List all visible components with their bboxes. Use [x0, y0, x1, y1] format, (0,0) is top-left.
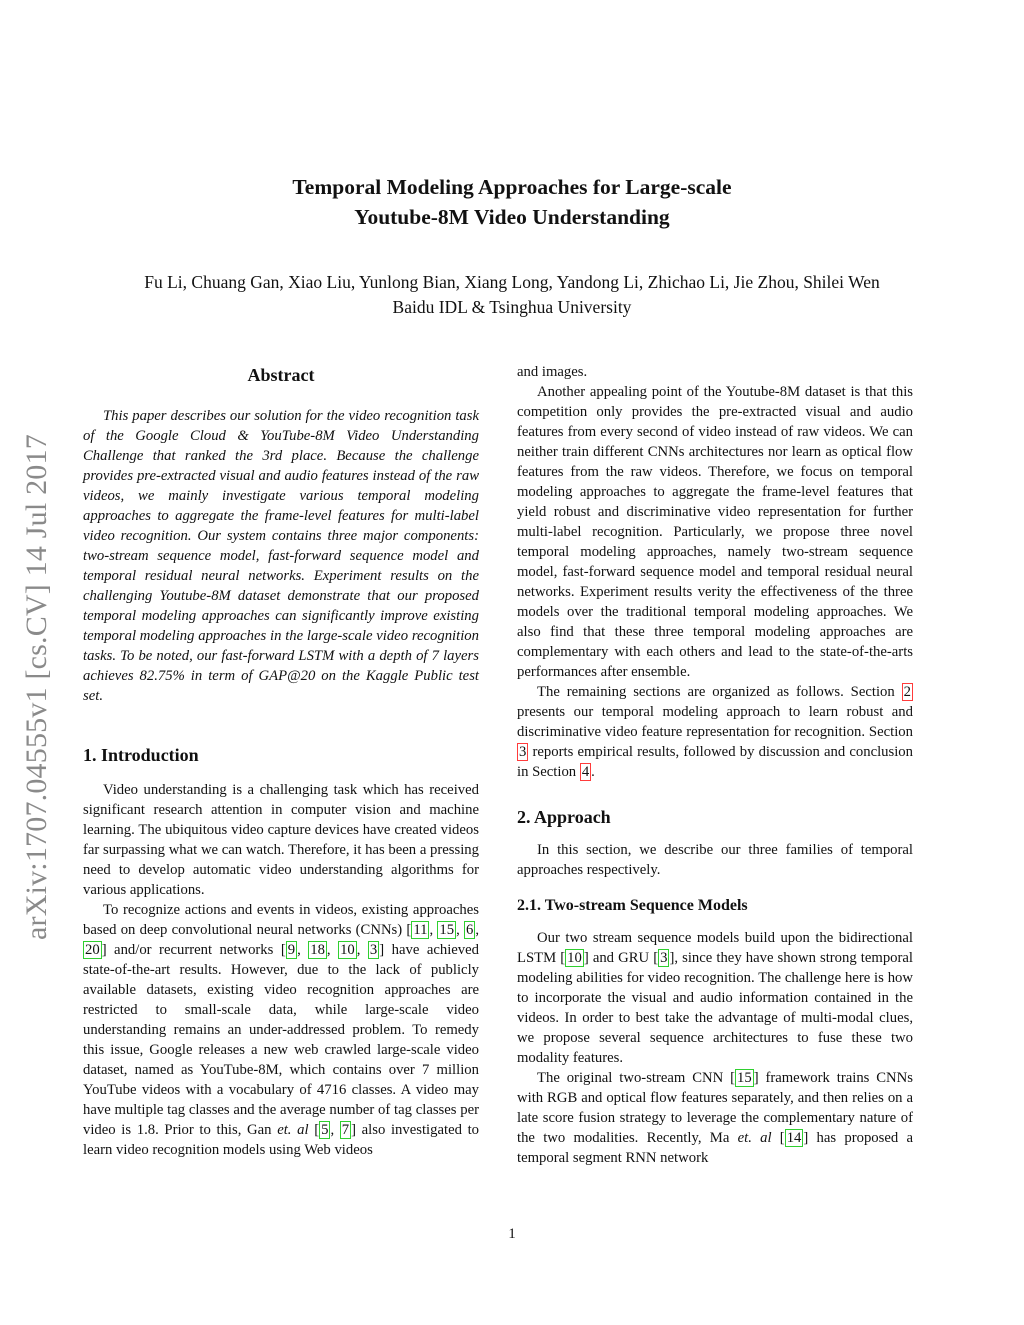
text-run: ] framework trains CNNs with RGB and optical flow features separately, and then relies on a late score fusion strategy to leverage the complementary nature of the two modalities. Recently, Ma — [517, 1070, 913, 1146]
text-run: [ — [771, 1130, 785, 1146]
text-run: To recognize actions and events in videos, existing approaches based on deep convolutional neural networks (CNNs) [ — [83, 902, 479, 938]
citation-link[interactable]: 9 — [287, 942, 296, 958]
text-run: ] also investigated to learn video recognition models using Web videos — [83, 1122, 480, 1158]
text-run: ], since they have shown strong temporal modeling abilities for video recognition. The challenge here is how to incorporate the visual and audio information contained in the videos. In order to best take the advantage of multi-modal clues, we propose several sequence architectures to fuse these two modality features. — [517, 950, 914, 1066]
approach-paragraph-1: In this section, we describe our three families of temporal approaches respectively. — [517, 842, 913, 878]
text-run: ] have achieved state-of-the-art results. However, due to the lack of publicly available datasets, existing video recognition approaches are restricted to small-scale data, while large-scale video understanding remains an under-addressed problem. To remedy this issue, Google releases a new web crawled large-scale video dataset, named as YouTube-8M, which contains over 7 million YouTube videos with a vocabulary of 4716 classes. A video may have multiple tag classes and the average number of tag classes per video is 1.8. Prior to this, Gan — [83, 942, 480, 1138]
arxiv-stamp: arXiv:1707.04555v1 [cs.CV] 14 Jul 2017 — [20, 434, 53, 940]
citation-link[interactable]: 3 — [660, 950, 668, 966]
intro-paragraph-2: To recognize actions and events in videos, existing approaches based on deep convolutional neural networks (CNNs) [ 11 , 15 , 6 , 20 ] and/or recurrent networks [ 9 , 18 , 10 , 3 ] have achieved state-of-the-art results. However, due to the lack of publicly available datasets, existing video recognition approaches are restricted to small-scale data, while large-scale video understanding remains an under-addressed problem. To remedy this issue, Google releases a new web crawled large-scale video dataset, named as YouTube-8M, which contains over 7 million YouTube videos with a vocabulary of 4716 classes. A video may have multiple tag classes and the average number of tag classes per video is 1.8. Prior to this, Gan et. al [ 5 , 7 ] also investigated to learn video recognition models using Web videos — [83, 902, 480, 1158]
text-run: ] and GRU [ — [583, 950, 659, 966]
author-block — [0, 270, 1024, 320]
introduction-heading: 1. Introduction — [83, 745, 199, 765]
affiliation: Baidu IDL & Tsinghua University — [392, 297, 632, 317]
citation-link[interactable]: 11 — [413, 922, 428, 938]
section-ref-link[interactable]: 3 — [519, 744, 527, 760]
citation-link[interactable]: 7 — [341, 1122, 350, 1138]
text-run: ] has proposed a temporal segment RNN network — [517, 1130, 913, 1166]
text-run: presents our temporal modeling approach to learn robust and discriminative video feature representation for recognition. Section — [517, 704, 913, 740]
intro-paragraph-2-continued: and images. — [517, 364, 588, 380]
text-run: The remaining sections are organized as follows. Section — [537, 684, 902, 700]
et-al-italic: et. al — [277, 1122, 309, 1138]
left-column — [83, 362, 479, 1160]
intro-paragraph-1: Video understanding is a challenging task which has received significant research attention in computer vision and machine learning. The ubiquitous video capture devices have created videos far surpassing what we can watch. Therefore, it has been a pressing need to develop automatic video understanding algorithms for various applications. — [83, 782, 479, 898]
citation-link[interactable]: 6 — [466, 922, 474, 938]
text-run: [ — [308, 1122, 320, 1138]
intro-paragraph-3: Another appealing point of the Youtube-8M dataset is that this competition only provides the pre-extracted visual and audio features from every second of video instead of raw videos. We can neither train different CNNs architectures nor learn as optical flow features from the raw videos. Therefore, we focus on temporal modeling approaches to aggregate the frame-level features that yield robust and discriminative video representation for further multi-label recognition. Particularly, we propose three novel temporal modeling approaches, namely two-stream sequence model, fast-forward sequence model and temporal residual neural networks. Experiment results verity the effectiveness of the three models over the traditional temporal modeling approaches. We also find that these three temporal modeling approaches are complementary with each others and lead to the state-of-the-arts performances after ensemble. — [517, 384, 913, 680]
abstract-heading: Abstract — [247, 365, 315, 385]
text-run: Our two stream sequence models build upon the bidirectional LSTM [ — [517, 930, 913, 966]
citation-link[interactable]: 5 — [321, 1122, 329, 1138]
section-ref-link[interactable]: 4 — [581, 764, 590, 780]
citation-link[interactable]: 10 — [340, 942, 355, 958]
text-run: ] and/or recurrent networks [ — [101, 942, 286, 958]
subsection-heading: 2.1. Two-stream Sequence Models — [517, 897, 748, 914]
citation-link[interactable]: 3 — [369, 942, 378, 958]
approach-paragraph-2 — [517, 928, 913, 1068]
text-run: The original two-stream CNN [ — [537, 1070, 735, 1086]
section-ref-link[interactable]: 2 — [903, 684, 911, 700]
paper-title — [0, 172, 1024, 232]
citation-link[interactable]: 15 — [737, 1070, 752, 1086]
page-number: 1 — [508, 1226, 516, 1242]
title-line-2: Youtube-8M Video Understanding — [354, 205, 670, 229]
citation-link[interactable]: 20 — [85, 942, 100, 958]
abstract-text: This paper describes our solution for the video recognition task of the Google Cloud & YouTube-8M Video Understanding Challenge that ranked the 3rd place. Because the challenge provides pre-extracted visual and audio features instead of the raw videos, we mainly investigate various temporal modeling approaches to aggregate the frame-level features for multi-label video recognition. Our system contains three major components: two-stream sequence model, fast-forward sequence model and temporal residual neural networks. Experiment results on the challenging Youtube-8M dataset demonstrate that our proposed temporal modeling approaches can significantly improve existing temporal modeling approaches in the large-scale video recognition tasks. To be noted, our fast-forward LSTM with a depth of 7 layers achieves 82.75% in term of GAP@20 on the Kaggle Public test set. — [83, 408, 479, 704]
text-run: . — [591, 764, 595, 780]
citation-link[interactable]: 10 — [567, 950, 582, 966]
title-line-1: Temporal Modeling Approaches for Large-scale — [292, 175, 732, 199]
approach-paragraph-3 — [517, 1068, 913, 1168]
citation-link[interactable]: 18 — [310, 942, 325, 958]
citation-link[interactable]: 15 — [439, 922, 455, 938]
approach-heading: 2. Approach — [517, 807, 611, 827]
et-al-italic: et. al — [737, 1130, 772, 1146]
text-run: reports empirical results, followed by discussion and conclusion in Section — [517, 744, 913, 780]
right-column — [517, 362, 913, 1168]
citation-link[interactable]: 14 — [786, 1130, 802, 1146]
author-list: Fu Li, Chuang Gan, Xiao Liu, Yunlong Bian, Xiang Long, Yandong Li, Zhichao Li, Jie Zhou, Shilei Wen — [144, 272, 880, 292]
intro-paragraph-4 — [517, 682, 913, 782]
